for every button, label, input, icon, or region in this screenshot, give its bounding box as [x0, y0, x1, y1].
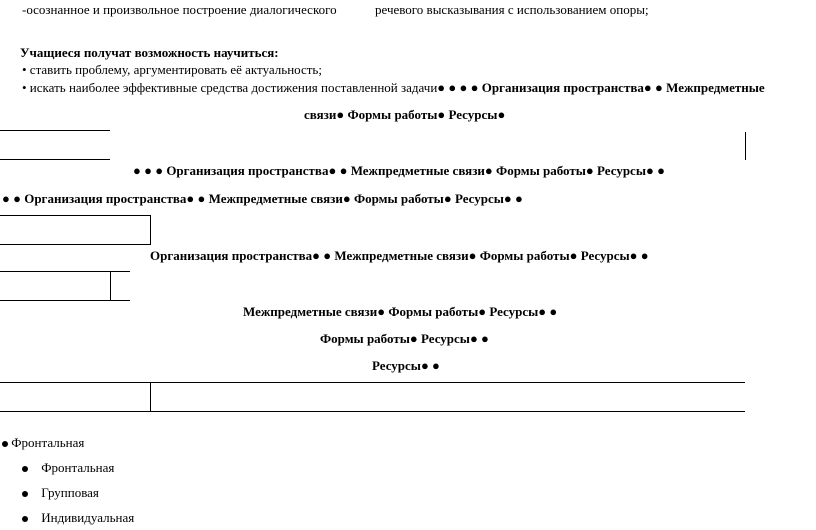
heading-intersubject: Межпредметные: [666, 80, 765, 95]
list-item: Групповая: [22, 486, 99, 499]
heading-row-7: Межпредметные связи● Формы работы● Ресурсы● ●: [243, 304, 558, 319]
table-border: [0, 130, 110, 131]
table-cell: [0, 215, 151, 245]
heading-row-4: ● ● ● Организация пространства● ● Межпредметные связи● Формы работы● Ресурсы● ●: [133, 163, 665, 178]
bullet-icon: [2, 441, 8, 447]
list-item-problem: • ставить проблему, аргументировать её актуальность;: [22, 62, 322, 77]
table-border: [745, 132, 746, 160]
table-border: [150, 383, 151, 411]
bullet-icon: [22, 491, 28, 497]
list-item-top: Фронтальная: [2, 436, 84, 449]
heading-row-5: ● ● Организация пространства● ● Межпредметные связи● Формы работы● Ресурсы● ●: [2, 191, 523, 206]
bullet-icon: [22, 466, 28, 472]
heading-line-3: связи● Формы работы● Ресурсы●: [304, 107, 506, 122]
section-heading: Учащиеся получат возможность научиться:: [20, 45, 279, 60]
table-border: [0, 411, 745, 412]
intro-line-part2: речевого высказывания с использованием опоры;: [375, 2, 649, 17]
heading-organization: Организация пространства: [481, 80, 644, 95]
heading-row-6: Организация пространства● ● Межпредметные связи● Формы работы● Ресурсы● ●: [150, 248, 649, 263]
table-border: [0, 382, 745, 383]
table-border: [0, 159, 110, 160]
list-item-means: • искать наиболее эффективные средства достижения поставленной задачи● ● ● ● Организация пространства● ● Межпредметные: [22, 80, 765, 95]
bullet-icon: [22, 516, 28, 522]
table-border: [110, 272, 111, 300]
list-item: Фронтальная: [22, 461, 114, 474]
heading-row-9: Ресурсы● ●: [372, 358, 440, 373]
intro-line-part1: -осознанное и произвольное построение диалогического: [22, 2, 337, 17]
heading-row-8: Формы работы● Ресурсы● ●: [320, 331, 489, 346]
list-item: Индивидуальная: [22, 511, 134, 524]
table-border: [0, 300, 130, 301]
